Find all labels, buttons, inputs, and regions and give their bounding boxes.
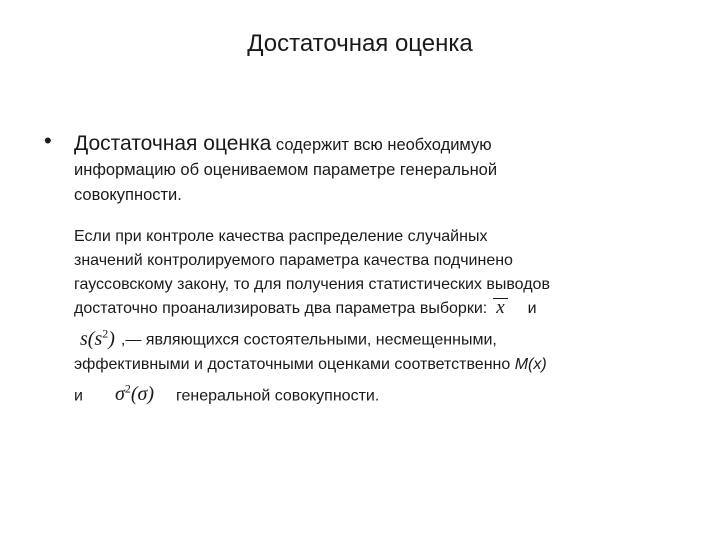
s-expr-sup: 2 <box>102 326 109 340</box>
bullet-lead-term: Достаточная оценка <box>74 132 272 155</box>
para-line-5-text: ,— являющихся состоятельными, несмещенными, <box>120 331 497 349</box>
sample-mean-symbol: x <box>493 298 507 316</box>
sigma-base: σ <box>114 383 125 406</box>
slide-title: Достаточная оценка <box>247 30 473 57</box>
para-line-2: значений контролируемого параметра качества подчинено <box>74 252 513 269</box>
population-variance-expression <box>115 383 154 405</box>
bullet-paragraph <box>74 131 634 208</box>
para-line-4 <box>74 297 694 321</box>
s-expr-close: ) <box>108 327 115 350</box>
para-line-6-text: эффективными и достаточными оценками соответственно <box>74 355 515 373</box>
sigma-paren: (σ) <box>130 383 154 406</box>
para-line-6 <box>74 353 694 377</box>
para-line-1: Если при контроле качества распределение случайных <box>74 228 488 245</box>
bullet-line-1 <box>74 131 634 158</box>
bullet-rest: содержит всю необходимую <box>271 136 492 154</box>
para-line-4-text: достаточно проанализировать два параметра выборки: <box>74 300 488 317</box>
and-word-1: и <box>527 300 537 317</box>
para-line-7-text: генеральной совокупности. <box>176 387 380 405</box>
population-mean-symbol: M(x) <box>514 355 547 373</box>
sigma-sup: 2 <box>124 381 131 396</box>
body-paragraph <box>74 225 694 408</box>
and-word-2: и <box>74 387 83 405</box>
sample-std-expression <box>80 328 115 350</box>
s-expr-base: s(s <box>80 327 103 350</box>
bullet-icon: • <box>44 128 52 153</box>
bullet-line-2: информацию об оцениваемом параметре генеральной <box>74 161 498 179</box>
bullet-line-3: совокупности. <box>74 186 182 204</box>
para-line-3: гауссовскому закону, то для получения статистических выводов <box>74 276 550 293</box>
para-line-5 <box>74 321 694 353</box>
para-line-7 <box>74 377 694 409</box>
